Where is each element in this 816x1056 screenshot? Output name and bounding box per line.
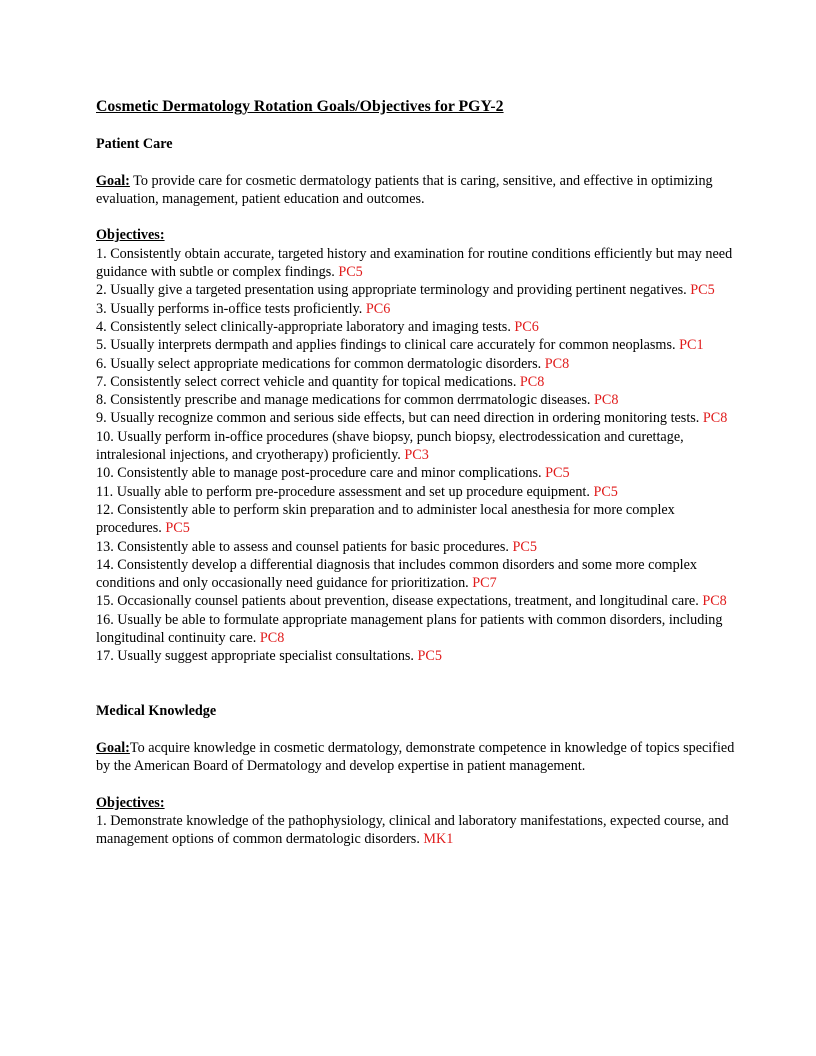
competency-code: PC8	[259, 630, 285, 647]
objective-text: 9. Usually recognize common and serious side effects, but can need direction in ordering monitoring tests.	[96, 410, 703, 427]
objective-text: 2. Usually give a targeted presentation using appropriate terminology and providing pertinent negatives.	[96, 282, 691, 299]
document-title: Cosmetic Dermatology Rotation Goals/Objectives for PGY-2	[96, 98, 504, 115]
objective-item	[96, 409, 736, 427]
competency-code: PC7	[472, 575, 497, 592]
objective-item	[96, 428, 736, 465]
objective-item	[96, 647, 736, 665]
objective-item	[96, 592, 736, 610]
objective-item	[96, 538, 736, 556]
objective-item	[96, 556, 736, 593]
objective-text: 1. Consistently obtain accurate, targeted history and examination for routine conditions efficiently but may need guidance with subtle or complex findings.	[96, 245, 733, 281]
objective-text: 10. Consistently able to manage post-procedure care and minor complications.	[96, 465, 546, 482]
objective-item	[96, 336, 736, 354]
objective-item	[96, 483, 736, 501]
competency-code: PC8	[702, 410, 728, 427]
competency-code: PC6	[365, 300, 391, 317]
competency-code: PC8	[594, 392, 619, 409]
objective-text: 10. Usually perform in-office procedures (shave biopsy, punch biopsy, electrodessication and curettage, intralesional injections, and cryotherapy) proficiently.	[96, 428, 684, 464]
competency-code: PC5	[165, 520, 190, 537]
objective-text: 1. Demonstrate knowledge of the pathophysiology, clinical and laboratory manifestations, expected course, and management options of common dermatologic disorders.	[96, 812, 729, 848]
competency-code: PC8	[702, 593, 727, 610]
objective-text: 17. Usually suggest appropriate specialist consultations.	[96, 648, 418, 665]
objective-text: 3. Usually performs in-office tests proficiently.	[96, 300, 366, 317]
objectives-list-medical-knowledge	[96, 812, 736, 849]
objectives-list-patient-care	[96, 245, 736, 666]
objective-item	[96, 611, 736, 648]
objective-text: 11. Usually able to perform pre-procedure assessment and set up procedure equipment.	[96, 483, 594, 500]
competency-code: PC5	[417, 648, 442, 665]
objective-text: 14. Consistently develop a differential diagnosis that includes common disorders and some more complex conditions and only occasionally need guidance for prioritization.	[96, 556, 698, 592]
objective-item	[96, 501, 736, 538]
document-content	[96, 97, 736, 849]
competency-code: PC5	[512, 538, 537, 555]
objective-item	[96, 812, 736, 849]
competency-code: PC5	[545, 465, 570, 482]
competency-code: PC8	[519, 373, 545, 390]
objective-item	[96, 318, 736, 336]
objective-text: 15. Occasionally counsel patients about prevention, disease expectations, treatment, and longitudinal care.	[96, 593, 703, 610]
objective-text: 13. Consistently able to assess and counsel patients for basic procedures.	[96, 538, 513, 555]
objective-text: 6. Usually select appropriate medications for common dermatologic disorders.	[96, 355, 545, 372]
section-heading-patient-care: Patient Care	[96, 136, 173, 152]
goal-patient-care	[96, 172, 736, 209]
goal-text: To provide care for cosmetic dermatology patients that is caring, sensitive, and effective in optimizing evaluation, management, patient education and outcomes.	[96, 172, 713, 207]
competency-code: PC8	[544, 355, 570, 372]
competency-code: PC5	[690, 282, 715, 299]
competency-code: MK1	[423, 831, 454, 848]
competency-code: PC5	[338, 264, 363, 281]
objective-text: 16. Usually be able to formulate appropriate management plans for patients with common disorders, including longitudinal continuity care.	[96, 611, 723, 647]
objective-text: 8. Consistently prescribe and manage medications for common derrmatologic diseases.	[96, 392, 595, 409]
objective-item	[96, 245, 736, 282]
objective-item	[96, 464, 736, 482]
objective-text: 5. Usually interprets dermpath and applies findings to clinical care accurately for common neoplasms.	[96, 337, 680, 354]
objectives-heading-medical-knowledge: Objectives:	[96, 794, 165, 811]
goal-label: Goal:	[96, 172, 130, 189]
competency-code: PC5	[593, 483, 618, 500]
section-heading-medical-knowledge: Medical Knowledge	[96, 703, 217, 720]
objective-text: 4. Consistently select clinically-appropriate laboratory and imaging tests.	[96, 318, 515, 335]
goal-label: Goal:	[96, 739, 130, 756]
objective-item	[96, 391, 736, 409]
objective-text: 12. Consistently able to perform skin preparation and to administer local anesthesia for more complex procedures.	[96, 501, 675, 537]
competency-code: PC1	[679, 337, 704, 354]
objective-text: 7. Consistently select correct vehicle and quantity for topical medications.	[96, 373, 520, 390]
competency-code: PC6	[514, 318, 539, 335]
objective-item	[96, 281, 736, 299]
objective-item	[96, 373, 736, 391]
objective-item	[96, 355, 736, 373]
competency-code: PC3	[404, 447, 429, 464]
goal-medical-knowledge	[96, 739, 736, 776]
objective-item	[96, 300, 736, 318]
section-spacer	[96, 666, 736, 703]
objectives-heading-patient-care: Objectives:	[96, 227, 165, 244]
goal-text: To acquire knowledge in cosmetic dermatology, demonstrate competence in knowledge of topics specified by the American Board of Dermatology and develop expertise in patient management.	[96, 739, 735, 775]
